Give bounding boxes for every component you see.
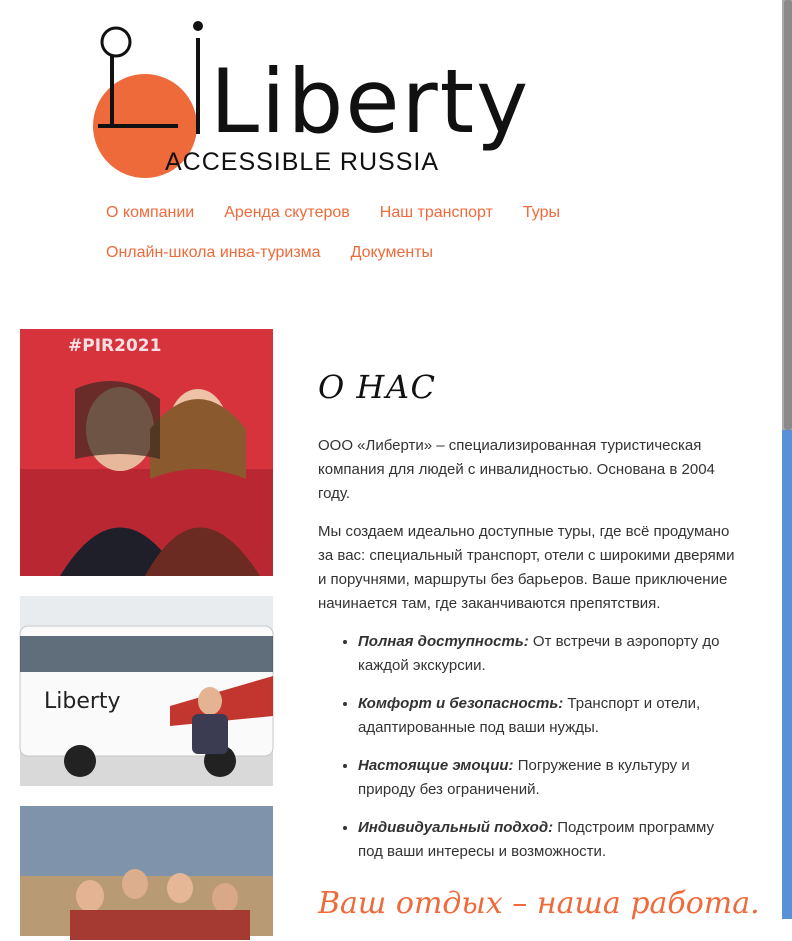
bus-logo-text: Liberty	[44, 689, 121, 714]
feature-title: Комфорт и безопасность:	[358, 695, 564, 712]
about-description-paragraph: Мы создаем идеально доступные туры, где всё продумано за вас: специальный транспорт, отели с широкими дверями и поручнями, маршруты без барьеров. Ваше приключение начинается там, где заканчиваются препятствия.	[318, 523, 735, 612]
feature-item-emotions	[358, 754, 736, 802]
nav-item-scooter-rental[interactable]: Аренда скутеров	[224, 204, 350, 221]
feature-title: Настоящие эмоции:	[358, 757, 514, 774]
feature-text: От встречи в аэропорту до каждой экскурсии.	[358, 633, 720, 674]
feature-item-individual	[358, 816, 736, 864]
nav-item-documents[interactable]: Документы	[350, 244, 434, 261]
slogan: Ваш отдых – наша работа.	[318, 886, 760, 921]
feature-text: Транспорт и отели, адаптированные под ваши нужды.	[358, 695, 701, 736]
photo-accessible-bus	[20, 596, 273, 786]
nav-row-2	[106, 233, 666, 273]
photo-conference-selfie	[20, 329, 273, 576]
about-section	[318, 360, 736, 878]
logo-wordmark-text: Liberty	[210, 50, 531, 153]
feature-text: Погружение в культуру и природу без ограничений.	[358, 757, 690, 798]
page-scrollbar[interactable]	[782, 0, 792, 919]
about-intro-paragraph: ООО «Либерти» – специализированная туристическая компания для людей с инвалидностью. Основана в 2004 году.	[318, 437, 715, 502]
photo-bus-graphic	[20, 596, 273, 786]
nav-item-online-school[interactable]: Онлайн-школа инва-туризма	[106, 244, 321, 261]
photo-group-tour	[20, 806, 273, 936]
logo-tagline: ACCESSIBLE RUSSIA	[164, 148, 440, 176]
feature-item-accessibility	[358, 630, 736, 678]
nav-row-1	[106, 193, 666, 233]
feature-title: Индивидуальный подход:	[358, 819, 554, 836]
features-list	[318, 630, 736, 864]
photo-conference-graphic	[20, 329, 273, 576]
photo-group-graphic	[20, 806, 273, 936]
feature-item-comfort	[358, 692, 736, 740]
feature-text: Подстроим программу под ваши интересы и возможности.	[358, 819, 714, 860]
nav-item-about[interactable]: О компании	[106, 204, 195, 221]
photo-sign-text: #PIR2021	[68, 336, 162, 356]
about-heading: О НАС	[318, 368, 437, 406]
nav-item-transport[interactable]: Наш транспорт	[379, 204, 493, 221]
feature-title: Полная доступность:	[358, 633, 529, 650]
scrollbar-thumb[interactable]	[784, 0, 792, 430]
nav-item-tours[interactable]: Туры	[522, 204, 560, 221]
main-navigation	[106, 193, 666, 273]
